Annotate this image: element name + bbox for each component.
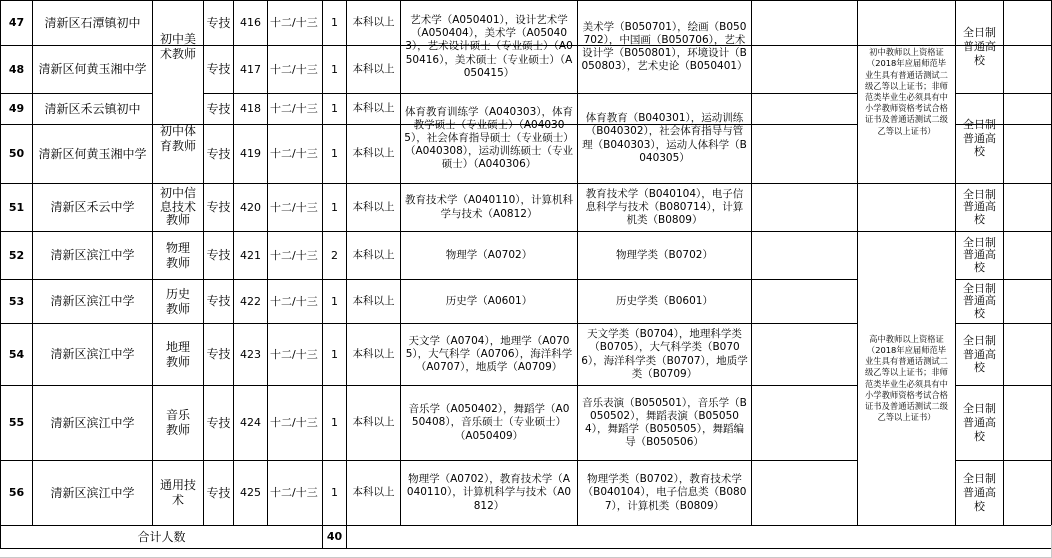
undergraduate-majors: 历史学类（B0601）: [616, 294, 713, 307]
school-name: 清新区何黄玉湘中学: [38, 62, 147, 76]
hire-count: 1: [331, 486, 338, 500]
position-name: 地理教师: [165, 339, 190, 369]
post-level: 十二/十三: [270, 62, 318, 76]
undergraduate-majors: 教育技术学（B040104），电子信息科学与技术（B080714），计算机类（B0809）: [585, 187, 744, 227]
school-name: 清新区石潭镇初中: [44, 15, 141, 30]
row-number: 55: [8, 416, 25, 430]
post-level: 十二/十三: [270, 294, 318, 308]
hire-count: 2: [331, 248, 338, 262]
position-name: 音乐教师: [165, 408, 190, 437]
school-name: 清新区滨江中学: [50, 294, 135, 308]
undergraduate-majors: 天文学类（B0704），地理科学类（B0705），大气科学类（B0706），海洋科学类（B0707），地质学类（B0709）: [581, 328, 748, 380]
hire-count: 1: [331, 347, 338, 361]
row-number: 51: [8, 200, 25, 214]
education-level: 本科以上: [352, 486, 395, 499]
post-level: 十二/十三: [270, 347, 318, 361]
row-number: 49: [8, 102, 25, 116]
education-level: 本科以上: [352, 347, 395, 360]
graduate-majors: 体育教育训练学（A040303），体育教学硕士（专业硕士）（A040305），社会体育指导硕士（专业硕士）（A040308），运动训练硕士（专业硕士）（A040306）: [404, 105, 574, 171]
study-mode: 全日制普通高校: [963, 282, 996, 320]
school-name: 清新区滨江中学: [50, 248, 135, 262]
undergraduate-majors: 音乐表演（B050501），音乐学（B050502），舞蹈表演（B050504），舞蹈学（B050505），舞蹈编导（B050506）: [582, 396, 747, 449]
post-type: 专技: [206, 146, 231, 161]
qualification-note-junior: 初中教师以上资格证（2018年应届师范毕业生具有普通话测试二级乙等以上证书；非师范类毕业生必须具有中小学教师资格考试合格证书及普通话测试二级乙等以上证书）: [865, 47, 948, 136]
post-type: 专技: [206, 294, 231, 308]
post-type: 专技: [206, 15, 231, 30]
post-type: 专技: [206, 101, 231, 116]
study-mode: 全日制普通高校: [963, 117, 996, 159]
post-code: 419: [240, 147, 261, 161]
row-number: 54: [8, 347, 25, 361]
total-label: 合计人数: [137, 529, 186, 544]
study-mode: 全日制普通高校: [963, 26, 996, 67]
hire-count: 1: [331, 147, 338, 161]
school-name: 清新区禾云中学: [50, 200, 135, 214]
row-number: 48: [8, 62, 25, 76]
post-type: 专技: [206, 248, 231, 262]
position-name: 初中体育教师: [159, 123, 196, 153]
post-code: 423: [240, 347, 261, 361]
post-level: 十二/十三: [270, 486, 318, 500]
post-type: 专技: [206, 62, 231, 76]
school-name: 清新区滨江中学: [50, 347, 135, 361]
education-level: 本科以上: [352, 294, 395, 307]
graduate-majors: 天文学（A0704），地理学（A0705），大气科学（A0706），海洋科学（A0707），地质学（A0709）: [405, 334, 573, 374]
education-level: 本科以上: [352, 147, 395, 160]
qualification-note-senior: 高中教师以上资格证（2018年应届师范毕业生具有普通话测试二级乙等以上证书；非师范类毕业生必须具有中小学教师资格考试合格证书及普通话测试二级乙等以上证书）: [865, 333, 948, 423]
post-level: 十二/十三: [270, 147, 318, 161]
post-level: 十二/十三: [270, 16, 318, 30]
graduate-majors: 艺术学（A050401），设计艺术学（A050404），美术学（A050403），艺术设计硕士（专业硕士）（A050416），美术硕士（专业硕士）（A050415）: [405, 14, 573, 79]
school-name: 清新区滨江中学: [50, 485, 135, 500]
post-code: 421: [240, 248, 261, 262]
post-code: 417: [240, 62, 261, 76]
post-type: 专技: [206, 415, 231, 430]
school-name: 清新区何黄玉湘中学: [38, 146, 147, 161]
education-level: 本科以上: [352, 16, 395, 29]
row-number: 53: [8, 294, 25, 308]
post-code: 420: [240, 200, 261, 214]
graduate-majors: 音乐学（A050402），舞蹈学（A050408），音乐硕士（专业硕士）（A050409）: [408, 403, 570, 442]
education-level: 本科以上: [352, 102, 395, 115]
study-mode: 全日制普通高校: [963, 333, 996, 375]
row-number: 56: [8, 486, 25, 500]
position-name: 初中美术教师: [159, 32, 196, 61]
row-number: 47: [8, 16, 25, 30]
post-type: 专技: [206, 200, 231, 214]
undergraduate-majors: 物理学类（B0702），教育技术学（B040104），电子信息类（B0807），计算机类（B0809）: [582, 473, 747, 512]
hire-count: 1: [331, 102, 338, 116]
post-type: 专技: [206, 347, 231, 361]
study-mode: 全日制普通高校: [963, 236, 996, 274]
position-name: 历史教师: [165, 286, 190, 316]
post-code: 418: [240, 102, 261, 116]
hire-count: 1: [331, 16, 338, 30]
post-level: 十二/十三: [270, 416, 318, 430]
post-code: 425: [240, 486, 261, 500]
hire-count: 1: [331, 200, 338, 214]
study-mode: 全日制普通高校: [963, 188, 996, 226]
post-level: 十二/十三: [270, 102, 318, 116]
post-level: 十二/十三: [270, 248, 318, 262]
undergraduate-majors: 体育教育（B040301），运动训练（B040302），社会体育指导与管理（B040303），运动人体科学（B040305）: [582, 112, 747, 164]
row-number: 50: [8, 147, 25, 161]
hire-count: 1: [331, 62, 338, 76]
post-level: 十二/十三: [270, 200, 318, 214]
hire-count: 1: [331, 416, 338, 430]
graduate-majors: 教育技术学（A040110），计算机科学与技术（A0812）: [404, 194, 573, 220]
graduate-majors: 物理学（A0702），教育技术学（A040110），计算机科学与技术（A0812）: [406, 473, 572, 512]
education-level: 本科以上: [352, 62, 395, 75]
total-count: 40: [326, 530, 343, 544]
post-code: 416: [240, 16, 261, 30]
undergraduate-majors: 物理学类（B0702）: [616, 248, 713, 261]
post-type: 专技: [206, 485, 231, 500]
school-name: 清新区滨江中学: [50, 415, 135, 430]
position-name: 通用技术: [159, 478, 196, 507]
study-mode: 全日制普通高校: [963, 472, 996, 513]
row-number: 52: [8, 248, 25, 262]
post-code: 422: [240, 294, 261, 308]
post-code: 424: [240, 416, 261, 430]
undergraduate-majors: 美术学（B050701），绘画（B050702），中国画（B050706），艺术设计学（B050801），环境设计（B050803），艺术史论（B050401）: [581, 20, 748, 73]
position-name: 物理教师: [165, 240, 190, 270]
position-name: 初中信息技术教师: [159, 185, 196, 228]
hire-count: 1: [331, 294, 338, 308]
graduate-majors: 物理学（A0702）: [445, 248, 533, 261]
education-level: 本科以上: [352, 416, 395, 429]
study-mode: 全日制普通高校: [963, 402, 996, 443]
education-level: 本科以上: [352, 200, 395, 213]
education-level: 本科以上: [352, 248, 395, 261]
graduate-majors: 历史学（A0601）: [445, 294, 533, 307]
school-name: 清新区禾云镇初中: [44, 101, 141, 116]
